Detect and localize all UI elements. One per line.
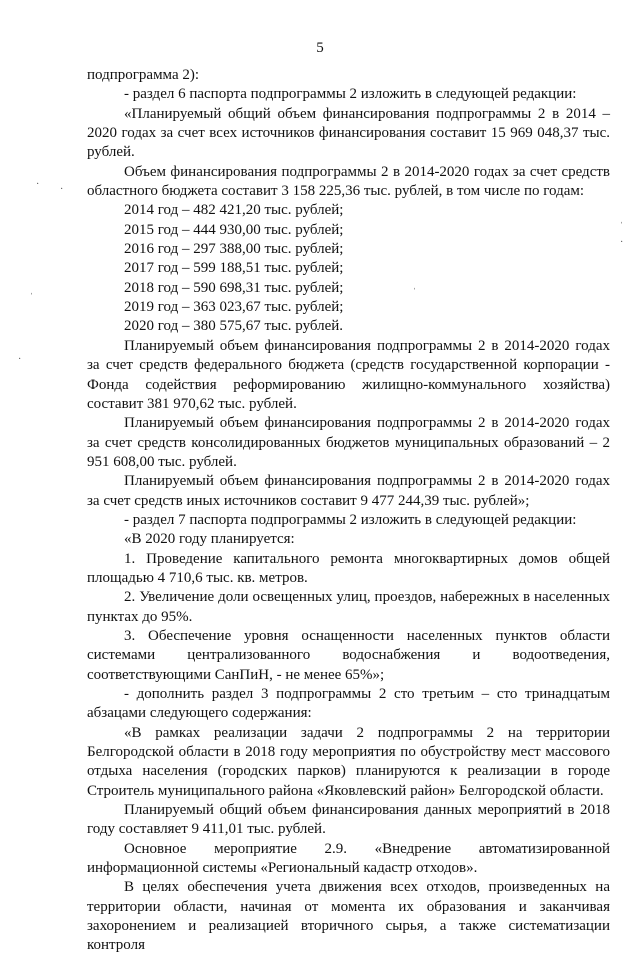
- year-line: 2018 год – 590 698,31 тыс. рублей;: [124, 279, 344, 296]
- paragraph: Основное мероприятие 2.9. «Внедрение автоматизированной информационной системы «Региональный кадастр отходов».: [87, 840, 610, 877]
- paragraph: Планируемый объем финансирования подпрограммы 2 в 2014-2020 годах за счет средств иных источников составит 9 477 244,39 тыс. рублей»;: [87, 473, 610, 509]
- document-body: [87, 66, 610, 956]
- scan-speck: ·: [60, 184, 64, 195]
- scan-speck: ˈ: [413, 287, 417, 298]
- paragraph: «Планируемый общий объем финансирования подпрограммы 2 в 2014 – 2020 годах за счет всех источников финансирования составит 15 969 048,37 тыс. рублей.: [87, 105, 610, 161]
- paragraph: 3. Обеспечение уровня оснащенности населенных пунктов области системами централизованного водоснабжения и водоотведения, соответствующими СанПиН, - не менее 65%»;: [87, 627, 610, 683]
- scan-speck: ·: [620, 237, 624, 248]
- paragraph: Планируемый объем финансирования подпрограммы 2 в 2014-2020 годах за счет средств консолидированных бюджетов муниципальных образований – 2 951 608,00 тыс. рублей.: [87, 415, 610, 470]
- paragraph: «В 2020 году планируется:: [124, 531, 295, 548]
- scan-speck: ˌ: [30, 284, 34, 295]
- year-line: 2014 год – 482 421,20 тыс. рублей;: [124, 202, 344, 219]
- page-number: 5: [316, 40, 324, 56]
- paragraph: «В рамках реализации задачи 2 подпрограммы 2 на территории Белгородской области в 2018 году мероприятия по обустройству мест массового отдыха населения (городских парков) планируются к реализации в городе Строитель муниципального района «Яковлевский район» Белгородской области.: [87, 724, 610, 799]
- paragraph: Планируемый объем финансирования подпрограммы 2 в 2014-2020 годах за счет средств федерального бюджета (средств государственной корпорации - Фонда содействия реформированию жилищно-коммунального хозяйства) составит 381 970,62 тыс. рублей.: [87, 337, 610, 412]
- year-line: 2015 год – 444 930,00 тыс. рублей;: [124, 221, 344, 238]
- paragraph: Объем финансирования подпрограммы 2 в 2014-2020 годах за счет средств областного бюджета составит 3 158 225,36 тыс. рублей, в том числе по годам:: [87, 163, 610, 200]
- scan-speck: ·: [18, 354, 22, 365]
- year-line: 2019 год – 363 023,67 тыс. рублей;: [124, 299, 344, 316]
- paragraph: - дополнить раздел 3 подпрограммы 2 сто третьим – сто тринадцатым абзацами следующего содержания:: [87, 686, 610, 722]
- paragraph: В целях обеспечения учета движения всех отходов, произведенных на территории области, начиная от момента их образования и заканчивая захоронением и реализацией вторичного сырья, а также систематизации контроля: [87, 879, 610, 954]
- scan-speck: ·: [36, 179, 40, 190]
- scan-speck: ˈ: [620, 221, 624, 232]
- year-line: 2016 год – 297 388,00 тыс. рублей;: [124, 241, 344, 258]
- paragraph: - раздел 7 паспорта подпрограммы 2 изложить в следующей редакции:: [124, 511, 577, 528]
- year-line: 2020 год – 380 575,67 тыс. рублей.: [124, 318, 344, 335]
- paragraph: - раздел 6 паспорта подпрограммы 2 изложить в следующей редакции:: [124, 86, 577, 103]
- year-line: 2017 год – 599 188,51 тыс. рублей;: [124, 260, 344, 277]
- paragraph: Планируемый общий объем финансирования данных мероприятий в 2018 году составляет 9 411,01 тыс. рублей.: [87, 802, 610, 838]
- paragraph: подпрограмма 2):: [87, 67, 200, 83]
- paragraph: 1. Проведение капитального ремонта многоквартирных домов общей площадью 4 710,6 тыс. кв. метров.: [87, 550, 610, 586]
- paragraph: 2. Увеличение доли освещенных улиц, проездов, набережных в населенных пунктах до 95%.: [87, 589, 610, 625]
